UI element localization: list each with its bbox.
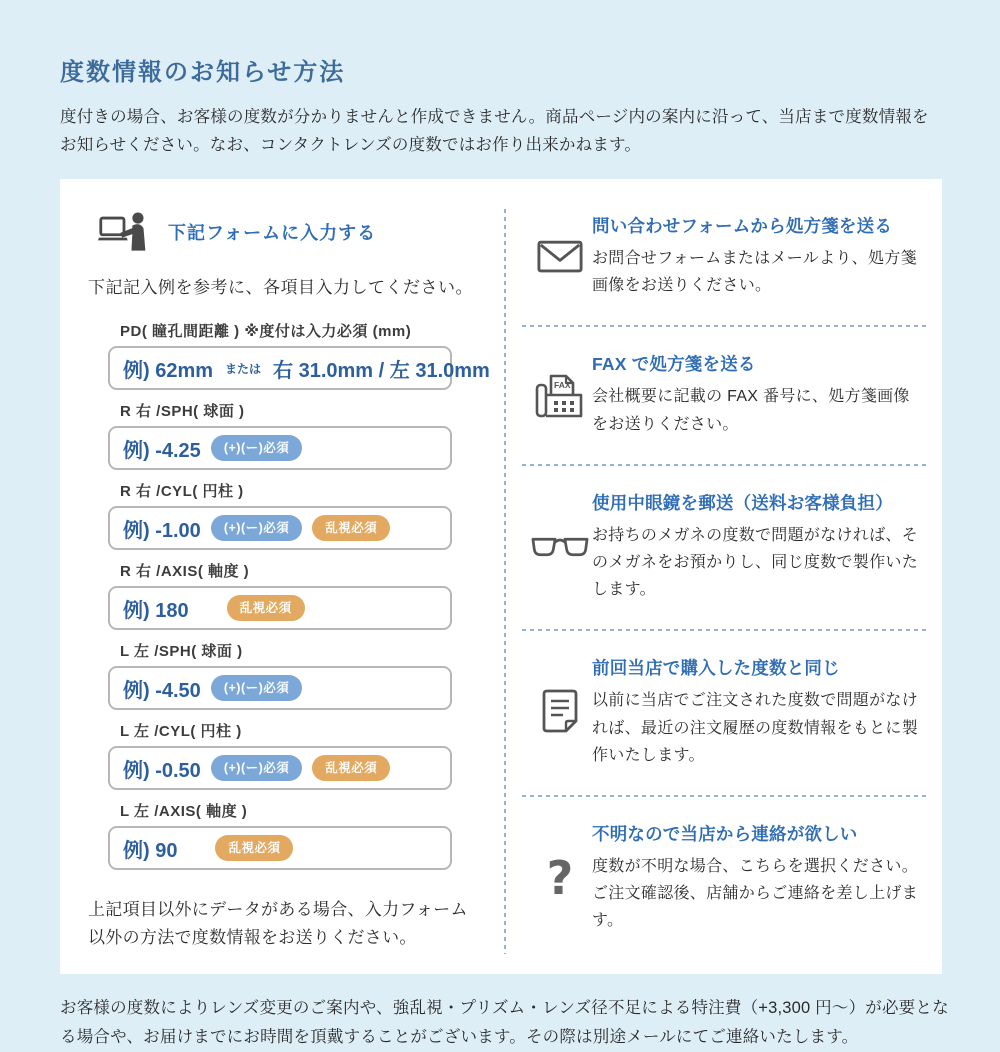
form-section	[60, 207, 504, 952]
footer-note: お客様の度数によりレンズ変更のご案内や、強乱視・プリズム・レンズ径不足による特注費（+3,300 円～）が必要となる場合や、お届けまでにお時間を頂戴することがございます。その際は別途メールにてご連絡いたします。	[60, 999, 949, 1047]
method-title: 前回当店で購入した度数と同じ	[592, 658, 840, 679]
sign-required-badge: (+)(ー)必須	[211, 435, 302, 462]
example-box-pd	[108, 346, 490, 390]
info-card	[60, 179, 942, 974]
example-value: 例) 180	[123, 599, 189, 622]
person-at-computer-icon	[98, 211, 150, 253]
method-mail-glasses	[504, 484, 942, 618]
example-box-r-axis	[108, 586, 452, 630]
form-header	[98, 211, 482, 253]
glasses-icon	[528, 535, 592, 559]
method-description: 会社概要に記載の FAX 番号に、処方箋画像をお送りください。	[592, 388, 910, 433]
example-box-l-cyl	[108, 746, 452, 790]
dashed-divider	[522, 464, 926, 466]
example-box-l-sph	[108, 666, 452, 710]
form-heading: 下記フォームに入力する	[168, 223, 377, 244]
example-value-alt: 右 31.0mm / 左 31.0mm	[273, 359, 490, 382]
example-value: 例) -1.00	[123, 519, 201, 542]
example-value: 例) -0.50	[123, 759, 201, 782]
field-label-r-sph: R 右 /SPH( 球面 )	[120, 403, 245, 421]
method-previous-order	[504, 649, 942, 783]
field-label-r-axis: R 右 /AXIS( 軸度 )	[120, 563, 250, 581]
methods-section	[504, 207, 942, 952]
document-icon	[528, 688, 592, 736]
field-label-l-axis: L 左 /AXIS( 軸度 )	[120, 803, 248, 821]
example-box-l-axis	[108, 826, 452, 870]
intro-text: 度付きの場合、お客様の度数が分かりませんと作成できません。商品ページ内の案内に沿って、当店まで度数情報をお知らせください。なお、コンタクトレンズの度数ではお作り出来かねます。	[60, 108, 929, 155]
method-title: 問い合わせフォームから処方箋を送る	[592, 216, 893, 237]
method-title: 使用中眼鏡を郵送（送料お客様負担）	[592, 492, 893, 513]
dashed-divider	[522, 629, 926, 631]
method-contact-me	[504, 815, 942, 949]
svg-text:FAX: FAX	[554, 379, 571, 390]
example-value: 例) -4.25	[123, 439, 201, 462]
example-value: 例) -4.50	[123, 679, 201, 702]
method-description: お持ちのメガネの度数で問題がなければ、そのメガネをお預かりし、同じ度数で製作いたします。	[592, 526, 919, 599]
dashed-divider	[522, 325, 926, 327]
envelope-icon	[528, 239, 592, 274]
example-box-r-sph	[108, 426, 452, 470]
example-or-text: または	[225, 361, 262, 376]
form-note: 上記項目以外にデータがある場合、入力フォーム以外の方法で度数情報をお送りください。	[88, 900, 468, 948]
method-description: 度数が不明な場合、こちらを選択ください。ご注文確認後、店舗からご連絡を差し上げます。	[592, 857, 919, 930]
form-instruction: 下記記入例を参考に、各項目入力してください。	[88, 278, 473, 298]
method-fax	[504, 345, 942, 451]
method-title: FAX で処方箋を送る	[592, 354, 756, 375]
example-box-r-cyl	[108, 506, 452, 550]
vertical-dashed-divider	[504, 209, 506, 954]
sign-required-badge: (+)(ー)必須	[211, 755, 302, 782]
sign-required-badge: (+)(ー)必須	[211, 675, 302, 702]
dashed-divider	[522, 795, 926, 797]
method-contact-form	[504, 207, 942, 313]
method-title: 不明なので当店から連絡が欲しい	[592, 823, 858, 844]
astigmatism-required-badge: 乱視必須	[227, 595, 305, 622]
sign-required-badge: (+)(ー)必須	[211, 515, 302, 542]
page-title: 度数情報のお知らせ方法	[60, 59, 346, 86]
form-fields	[88, 320, 490, 870]
question-icon: ?	[546, 850, 574, 905]
astigmatism-required-badge: 乱視必須	[312, 515, 390, 542]
fax-icon	[528, 371, 592, 419]
field-label-l-sph: L 左 /SPH( 球面 )	[120, 643, 243, 661]
example-value: 例) 90	[123, 839, 178, 862]
field-label-pd: PD( 瞳孔間距離 ) ※度付は入力必須 (mm)	[120, 323, 412, 341]
field-label-r-cyl: R 右 /CYL( 円柱 )	[120, 483, 244, 501]
field-label-l-cyl: L 左 /CYL( 円柱 )	[120, 723, 242, 741]
example-value: 例) 62mm	[123, 359, 214, 382]
method-description: お問合せフォームまたはメールより、処方箋画像をお送りください。	[592, 250, 917, 295]
astigmatism-required-badge: 乱視必須	[215, 835, 293, 862]
astigmatism-required-badge: 乱視必須	[312, 755, 390, 782]
method-description: 以前に当店でご注文された度数で問題がなければ、最近の注文履歴の度数情報をもとに製作いたします。	[592, 692, 919, 764]
